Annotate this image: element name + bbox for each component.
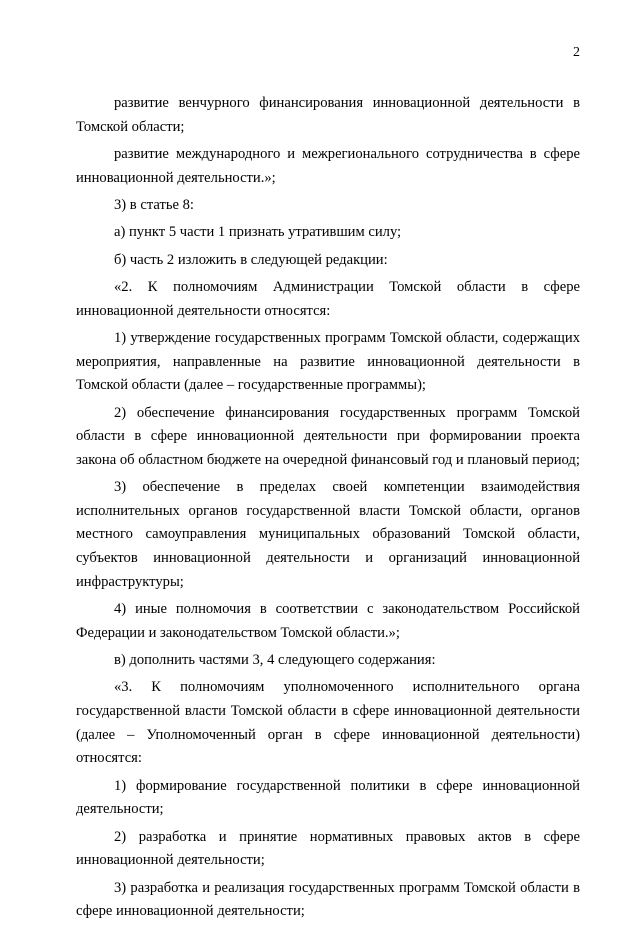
paragraph-item-a: а) пункт 5 части 1 признать утратившим силу; (114, 224, 402, 241)
paragraph-part-3-item-1: 1) формирование государственной политики в сфере инновационной деятельности; (76, 777, 580, 818)
paragraph-part-3-item-2: 2) разработка и принятие нормативных правовых актов в сфере инновационной деятельности; (76, 828, 580, 869)
paragraph-part-2-item-4: 4) иные полномочия в соответствии с законодательством Российской Федерации и законодательством Томской области.»; (76, 601, 580, 641)
paragraph-item-b: б) часть 2 изложить в следующей редакции: (114, 251, 388, 268)
paragraph-venture-financing: развитие венчурного финансирования инновационной деятельности в Томской области; (76, 95, 580, 135)
document-body (76, 92, 580, 928)
paragraph-part-2-item-3: 3) обеспечение в пределах своей компетенции взаимодействия исполнительных органов государственной власти Томской области, органов местного самоуправления муниципальных образований Томской области, субъектов инновационной деятельности и организаций инновационной инфраструктуры; (76, 479, 580, 590)
paragraph-part-2: «2. К полномочиям Администрации Томской области в сфере инновационной деятельности относятся: (76, 279, 580, 319)
page-number: 2 (573, 45, 580, 60)
paragraph-international-cooperation: развитие международного и межрегионального сотрудничества в сфере инновационной деятельности.»; (76, 145, 580, 186)
paragraph-item-v: в) дополнить частями 3, 4 следующего содержания: (114, 652, 436, 669)
paragraph-article-8: 3) в статье 8: (114, 196, 194, 213)
paragraph-part-2-item-1: 1) утверждение государственных программ Томской области, содержащих мероприятия, направленные на развитие инновационной деятельности в Томской области (далее – государственные программы); (76, 330, 580, 394)
paragraph-part-3-item-3: 3) разработка и реализация государственных программ Томской области в сфере инновационной деятельности; (76, 879, 580, 920)
paragraph-part-2-item-2: 2) обеспечение финансирования государственных программ Томской области в сфере инновационной деятельности при формировании проекта закона об областном бюджете на очередной финансовый год и плановый период; (76, 404, 580, 468)
paragraph-part-3: «3. К полномочиям уполномоченного исполнительного органа государственной власти Томской области в сфере инновационной деятельности (далее – Уполномоченный орган в сфере инновационной деятельности) относятся: (76, 679, 580, 767)
